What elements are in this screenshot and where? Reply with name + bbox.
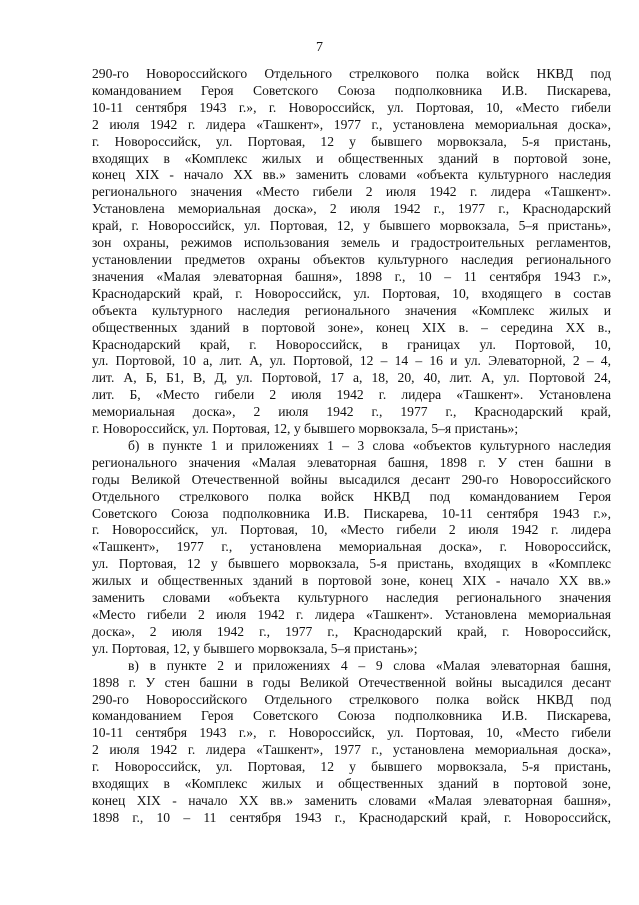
text-line: 10-11 сентября 1943 г.», г. Новороссийск, ул. Портовая, 10, «Место гибели <box>92 725 611 741</box>
text-line: ул. Портовая, 12, у бывшего морвокзала, 5–я пристань»; <box>92 640 418 656</box>
text-line: Советского Союза подполковника И.В. Пискарева, 10-11 сентября 1943 г.», <box>92 505 611 521</box>
text-line: регионального значения «Место гибели 2 июля 1942 г. лидера «Ташкент». <box>92 184 611 200</box>
text-line: 290-го Новороссийского Отдельного стрелкового полка войск НКВД под <box>92 66 611 81</box>
text-line: 1898 г., 10 – 11 сентября 1943 г., Краснодарский край, г. Новороссийск, <box>92 809 611 825</box>
text-line: 2 июля 1942 г. лидера «Ташкент», 1977 г., установлена мемориальная доска», <box>92 116 611 132</box>
text-line: 10-11 сентября 1943 г.», г. Новороссийск, ул. Портовая, 10, «Место гибели <box>92 99 611 115</box>
text-line: Отдельного стрелкового полка войск НКВД под командованием Героя <box>92 488 611 504</box>
text-line: входящих в «Комплекс жилых и общественных зданий в портовой зоне, <box>92 776 611 792</box>
text-line: годы Великой Отечественной войны высадился десант 290-го Новороссийского <box>92 471 611 487</box>
text-line: ул. Портовой, 10 а, лит. А, ул. Портовой, 12 – 14 – 16 и ул. Элеваторной, 2 – 4, <box>92 353 611 369</box>
text-line: г. Новороссийск, ул. Портовая, 12 у бывшего морвокзала, 5-я пристань, <box>92 133 611 149</box>
text-line: 1898 г. У стен башни в годы Великой Отечественной войны высадился десант <box>92 674 611 690</box>
paragraph-v-first-line: в) в пункте 2 и приложениях 4 – 9 слова «Малая элеваторная башня, <box>128 657 611 673</box>
text-line: 290-го Новороссийского Отдельного стрелкового полка войск НКВД под <box>92 691 611 707</box>
text-line: конец XIX - начало XX вв.» заменить словами «Малая элеваторная башня», <box>92 792 611 808</box>
text-line: жилых и общественных зданий в портовой зоне, конец XIX - начало XX вв.» <box>92 573 611 589</box>
text-line: «Место гибели 2 июля 1942 г. лидера «Ташкент». Установлена мемориальная <box>92 607 611 622</box>
document-body <box>92 66 611 827</box>
text-line: зон охраны, режимов использования земель и градостроительных регламентов, <box>92 235 611 251</box>
text-line: входящих в «Комплекс жилых и общественных зданий в портовой зоне, <box>92 150 611 166</box>
text-line: общественных зданий в портовой зоне», конец XIX в. – середина XX в., <box>92 319 611 335</box>
text-line: значения «Малая элеваторная башня», 1898 г., 10 – 11 сентября 1943 г.», <box>92 268 611 284</box>
text-line: г. Новороссийск, ул. Портовая, 12, у бывшего морвокзала, 5–я пристань»; <box>92 421 519 437</box>
text-line: ул. Портовая, 12 у бывшего морвокзала, 5-я пристань, входящих в «Комплекс <box>92 556 611 572</box>
paragraph-b-first-line: б) в пункте 1 и приложениях 1 – 3 слова «объектов культурного наследия <box>128 437 611 453</box>
text-line: командованием Героя Советского Союза подполковника И.В. Пискарева, <box>92 708 611 724</box>
text-line: Краснодарский край, г. Новороссийск, в границах ул. Портовой, 10, <box>92 336 611 352</box>
text-line: 2 июля 1942 г. лидера «Ташкент», 1977 г., установлена мемориальная доска», <box>92 742 611 758</box>
text-line: Установлена мемориальная доска», 2 июля 1942 г., 1977 г., Краснодарский <box>92 201 611 217</box>
text-line: г. Новороссийск, ул. Портовая, 10, «Место гибели 2 июля 1942 г. лидера <box>92 522 611 538</box>
text-line: край, г. Новороссийск, ул. Портовая, 12, у бывшего морвокзала, 5–я пристань», <box>92 218 611 234</box>
text-line: г. Новороссийск, ул. Портовая, 12 у бывшего морвокзала, 5-я пристань, <box>92 759 611 775</box>
text-line: установлении предметов охраны объектов культурного наследия регионального <box>92 251 611 267</box>
text-line: конец XIX - начало XX вв.» заменить словами «объекта культурного наследия <box>92 167 611 183</box>
text-line: заменить словами «объекта культурного наследия регионального значения <box>92 590 611 606</box>
text-line: Краснодарский край, г. Новороссийск, ул. Портовая, 10, входящего в состав <box>92 285 611 301</box>
text-line: лит. А, Б, Б1, В, Д, ул. Портовой, 17 а, 18, 20, 40, лит. А, ул. Портовой 24, <box>92 370 611 386</box>
text-line: доска», 2 июля 1942 г., 1977 г., Краснодарский край, г. Новороссийск, <box>92 623 611 639</box>
text-line: лит. Б, «Место гибели 2 июля 1942 г. лидера «Ташкент». Установлена <box>92 387 611 403</box>
text-line: мемориальная доска», 2 июля 1942 г., 1977 г., Краснодарский край, <box>92 404 611 420</box>
text-line: объекта культурного наследия регионального значения «Комплекс жилых и <box>92 302 611 318</box>
text-line: командованием Героя Советского Союза подполковника И.В. Пискарева, <box>92 82 611 98</box>
text-line: регионального значения «Малая элеваторная башня, 1898 г. У стен башни в <box>92 454 611 470</box>
page-number: 7 <box>316 40 323 55</box>
text-line: «Ташкент», 1977 г., установлена мемориальная доска», г. Новороссийск, <box>92 539 611 555</box>
